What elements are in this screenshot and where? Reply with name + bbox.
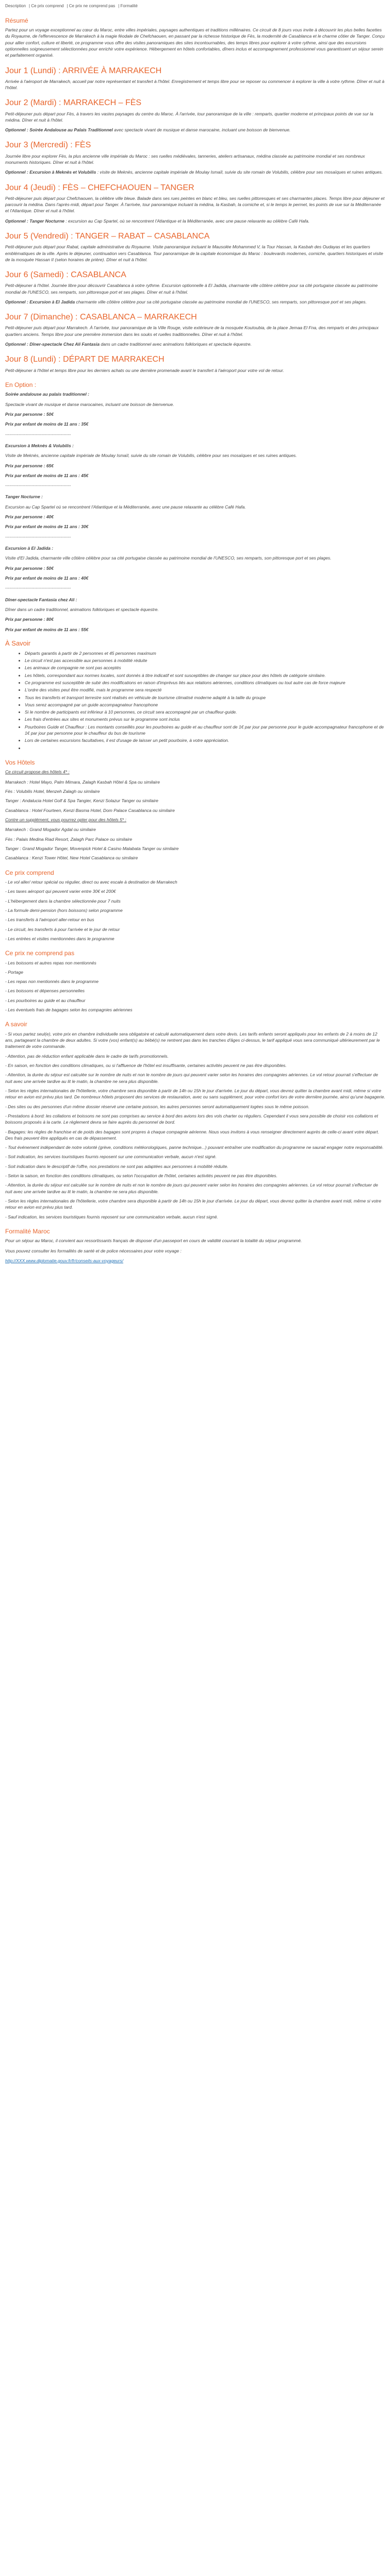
non-inclus-item: - Les pourboires au guide et au chauffeur — [5, 997, 86, 1003]
hotel-item: Tanger : Andalucia Hotel Golf & Spa Tangier, Kenzi Solazur Tanger ou similaire — [5, 798, 158, 804]
resume-text: Partez pour un voyage exceptionnel au cœur du Maroc, entre villes impériales, paysages authentiques et traditions millénaires. Ce circuit de 8 jours vous invite à découvrir les plus belles facettes du Royaume, de l'effervescence de Marrakech à la magie féodale de Chefchaouen, en passant par la richesse historique de Fès, la modernité de Casablanca et le charme côtier de Tanger. Conçu pour allier confort, culture et liberté, ce programme vous offre des visites panoramiques des sites incontournables, des temps libres pour explorer à votre rythme, ainsi que des excursions optionnelles soigneusement sélectionnées pour enrichir votre expérience. Hébergement en hôtels confortables, dîners inclus et accompagnement professionnel vous garantissent un séjour serein et parfaitement organisé. — [5, 27, 385, 58]
option-label: Optionnel : Excursion à El Jadida — [5, 299, 75, 304]
day-text: avec spectacle vivant de musique et danse marocaine, incluant une boisson de bienvenue. — [112, 127, 291, 133]
resume-title: Résumé — [5, 16, 28, 24]
savoir2-item: - En saison, en fonction des conditions climatiques, ou si l'affluence de l'hôtel est insuffisante, certaines activités peuvent ne pas être disponibles. — [5, 1063, 287, 1069]
day-text: : excursion au Cap Spartel, où se rencontrent l'Atlantique et la Méditerranée, avec une pause relaxante au célèbre Café Hafa. — [64, 218, 309, 224]
option-child-price: Prix par enfant de moins de 11 ans : 45€ — [5, 472, 89, 478]
savoir2-item: - Soit indication dans le descriptif de l'offre, nos prestations ne sont pas adaptées aux personnes à mobilité réduite. — [5, 1163, 229, 1169]
inclus-list — [5, 879, 386, 942]
day-text: Journée libre pour explorer Fès, la plus ancienne ville impériale du Maroc : ses ruelles médiévales, tanneries, ateliers artisanaux, médina classée au patrimoine mondial et ses nombreux monuments historiques. Dîner et nuit à l'hôtel. — [5, 153, 365, 165]
options-title: En Option : — [5, 381, 37, 388]
savoir-item: • Les hôtels, correspondant aux normes locales, sont donnés à titre indicatif et sont susceptibles de changer sur place pour des hôtels de catégorie similaire. — [25, 672, 386, 679]
hotels-intro: Ce circuit propose des hôtels 4* : — [5, 769, 70, 775]
day-paragraph — [5, 325, 386, 337]
savoir2-item: - Des sites ou des personnes d'un même dossier réservé une certaine poisson, les autres personnes seront automatiquement logées sous le même poisson. — [5, 1104, 309, 1109]
option-separator: --------------------------------------------- — [5, 534, 71, 539]
non-inclus-title: Ce prix ne comprend pas — [5, 950, 75, 957]
tab-ce-prix-comprend[interactable]: Ce prix comprend — [31, 4, 64, 8]
day-paragraph — [5, 367, 386, 374]
non-inclus-item: - Portage — [5, 969, 23, 975]
option-price: Prix par personne : 40€ — [5, 514, 54, 520]
day-paragraph — [5, 111, 386, 124]
option-label: Optionnel : Tanger Nocturne — [5, 218, 64, 224]
day-text: Petit-déjeuner à l'hôtel et temps libre pour les derniers achats ou une dernière promenade avant le transfert à l'aéroport pour votre vol de retour. — [5, 367, 284, 373]
savoir2-item: - Soit indication, les services touristiques fournis reposent sur une communication verbale, aucun n'est signé. — [5, 1154, 217, 1160]
option-label: Optionnel : Soirée Andalouse au Palais Traditionnel — [5, 127, 113, 133]
inclus-item: - Les entrées et visites mentionnées dans le programme — [5, 936, 115, 941]
savoir-item — [25, 745, 386, 751]
day-paragraph — [5, 153, 386, 166]
day-title: Jour 2 (Mardi) : MARRAKECH – FÈS — [5, 98, 142, 108]
savoir2-item: - Sauf indication, les services touristiques fournis reposent sur une communication verbale, aucun n'est signé. — [5, 1214, 218, 1219]
option-separator: --------------------------------------------- — [5, 483, 71, 488]
non-inclus-item: - Les repas non mentionnés dans le programme — [5, 979, 99, 985]
option-child-price: Prix par enfant de moins de 11 ans : 40€ — [5, 575, 89, 581]
hotel-item-5star: Tanger : Grand Mogador Tanger, Movenpick Hotel & Casino Malabata Tanger ou similaire — [5, 845, 179, 851]
option-separator: --------------------------------------------- — [5, 431, 71, 437]
savoir-item: • Tous les transferts et transport terrestre sont réalisés en véhicule de tourisme climatisé moderne adapté à la taille du groupe — [25, 694, 386, 701]
itinerary — [5, 65, 386, 374]
savoir-item: • Pourboires Guide et Chauffeur : Les montants conseillés pour les pourboires au guide et au chauffeur sont de 1€ par jour par personne pour le guide accompagnateur francophone et de 1€ par jour par personne pour le chauffeur du bus de tourisme — [25, 724, 386, 737]
option-separator: --------------------------------------------- — [5, 585, 71, 591]
tab-ce-prix-ne-comprend-pas[interactable]: Ce prix ne comprend pas — [69, 4, 116, 8]
non-inclus-item: - Les boissons et dépenses personnelles — [5, 988, 85, 994]
savoir-item: • Ce programme est susceptible de subir des modifications en raison d'imprévus liés aux relations aériennes, conditions climatiques ou tout autre cas de force majeure — [25, 680, 386, 686]
option-price: Prix par personne : 65€ — [5, 463, 54, 468]
non-inclus-list — [5, 960, 386, 1013]
savoir2-title: A savoir — [5, 1021, 27, 1028]
formalite-link[interactable]: http://XXX.www.diplomatie.gouv.fr/fr/conseils-aux-voyageurs/ — [5, 1258, 123, 1263]
day-title: Jour 7 (Dimanche) : CASABLANCA – MARRAKECH — [5, 313, 197, 322]
day-title: Jour 8 (Lundi) : DÉPART DE MARRAKECH — [5, 355, 165, 364]
savoir2-item: - Attention, la durée du séjour est calculée sur le nombre de nuits et non le nombre de jours qui peuvent varier selon les horaires des compagnies aériennes. Le vol retour pourrait s'effectuer de nuit avec une arrivée tardive au lit le matin, la chambre ne sera plus disponible. — [5, 1072, 378, 1084]
inclus-item: - L'hébergement dans la chambre sélectionnée pour 7 nuits — [5, 898, 121, 904]
day-text: Petit-déjeuner puis départ pour Fès, à travers les vastes paysages du centre du Maroc. À l'arrivée, tour panoramique de la ville : remparts, quartier moderne et principaux points de vue sur la médina. Dîner et nuit à l'hôtel. — [5, 111, 373, 123]
option-name: Excursion à Meknès & Volubilis : — [5, 443, 74, 448]
formalite-text: Pour un séjour au Maroc, il convient aux ressortissants français de disposer d'un passeport en cours de validité couvrant la totalité du séjour programmé. — [5, 1238, 302, 1244]
option-price: Prix par personne : 50€ — [5, 565, 54, 571]
savoir2-list — [5, 1031, 386, 1220]
formalite-title: Formalité Maroc — [5, 1227, 50, 1235]
day-text: Petit-déjeuner puis départ pour Marrakech. À l'arrivée, tour panoramique de la Ville Rouge, visite extérieure de la mosquée Koutoubia, de la place Jemaa El Fna, des remparts et des principaux quartiers anciens. Temps libre pour une première immersion dans les souks et ruelles traditionnelles. Dîner et nuit à l'hôtel. — [5, 325, 379, 337]
options-list — [5, 391, 386, 633]
day-text: charmante ville côtière célèbre pour sa cité portugaise classée au patrimoine mondial de l'UNESCO, ses remparts, son pittoresque port et ses plages. — [75, 299, 367, 304]
option-desc: Excursion au Cap Spartel où se rencontrent l'Atlantique et la Méditerranée, avec une pause relaxante au célèbre Café Hafa. — [5, 504, 246, 510]
savoir-item: • Si le nombre de participants est inférieur à 10 personnes, ce circuit sera accompagné par un chauffeur-guide. — [25, 709, 386, 715]
day-text: : visite de Meknès, ancienne capitale impériale de Moulay Ismaïl, suivie du site romain de Volubilis, célèbre pour ses mosaïques et ruines antiques. — [96, 170, 383, 175]
inclus-item: - Les taxes aéroport qui peuvent varier entre 30€ et 200€ — [5, 889, 116, 894]
day-paragraph — [5, 195, 386, 214]
savoir-item: • Lors de certaines excursions facultatives, il est d'usage de laisser un petit pourboire, à votre appréciation. — [25, 737, 386, 743]
inclus-item: - Le vol aller/ retour spécial ou régulier, direct ou avec escale à destination de Marrakech — [5, 879, 177, 885]
hotel-item-5star: Marrakech : Grand Mogador Agdal ou similaire — [5, 827, 96, 833]
option-desc: Spectacle vivant de musique et danse marocaines, incluant une boisson de bienvenue. — [5, 401, 174, 407]
hotels-list-5star — [5, 826, 386, 861]
savoir-item: • L'ordre des visites peut être modifié, mais le programme sera respecté — [25, 687, 386, 693]
savoir2-item: - Prestations à bord: les collations et boissons ne sont pas comprises au service à bord des avions lors des vols charter ou réguliers. Cependant il vous sera possible de choisir vos collations et boissons proposés à la carte. Le règlement devra se faire auprès du personnel de bord. — [5, 1113, 378, 1125]
non-inclus-item: - Les éventuels frais de bagages selon les compagnies aériennes — [5, 1007, 133, 1013]
day-paragraph — [5, 282, 386, 295]
option-name: Dîner-spectacle Fantasia chez Ali : — [5, 597, 77, 602]
option-name: Tanger Nocturne : — [5, 494, 43, 500]
savoir2-item: - Selon la saison, en fonction des conditions climatiques, ou selon l'occupation de l'hôtel, certaines activités peuvent ne pas être disponibles. — [5, 1173, 278, 1179]
option-desc: Visite d'El Jadida, charmante ville côtière célèbre pour sa cité portugaise classée au patrimoine mondial de l'UNESCO, ses remparts, son pittoresque port et ses plages. — [5, 555, 332, 561]
day-paragraph — [5, 169, 386, 175]
option-desc: Dîner dans un cadre traditionnel, animations folkloriques et spectacle équestre. — [5, 606, 159, 612]
day-paragraph — [5, 78, 386, 91]
hotels-intro2: Contre un supplément, vous pourrez opter pour des hôtels 5* : — [5, 817, 126, 822]
savoir-list — [5, 650, 386, 751]
tab-formalite[interactable]: Formalité — [120, 4, 138, 8]
day-text: Arrivée à l'aéroport de Marrakech, accueil par notre représentant et transfert à l'hôtel. Enregistrement et temps libre pour se reposer ou commencer à explorer la ville à votre rythme. Dîner et nuit à l'hôtel. — [5, 78, 385, 91]
option-name: Excursion à El Jadida : — [5, 546, 54, 551]
option-label: Optionnel : Excursion à Meknès et Volubilis — [5, 170, 96, 175]
savoir2-item: - Attention, pas de réduction enfant applicable dans le cadre de tarifs promotionnels. — [5, 1053, 169, 1059]
savoir2-item: - Attention, la durée du séjour est calculée sur le nombre de nuits et non le nombre de jours qui peuvent varier selon les horaires des compagnies aériennes. Le vol retour pourrait s'effectuer de nuit avec une arrivée tardive au lit le matin, la chambre ne sera plus disponible. — [5, 1182, 378, 1194]
option-price: Prix par personne : 80€ — [5, 617, 54, 622]
day-text: Petit-déjeuner à l'hôtel. Journée libre pour découvrir Casablanca à votre rythme. Excursion optionnelle à El Jadida, charmante ville côtière célèbre pour sa cité portugaise classée au patrimoine mondial de l'UNESCO, ses remparts, son pittoresque port et ses plages. Dîner et nuit à l'hôtel. — [5, 283, 378, 295]
day-paragraph — [5, 341, 386, 347]
day-title: Jour 3 (Mercredi) : FÈS — [5, 141, 91, 150]
savoir-item: • Le circuit n'est pas accessible aux personnes à mobilité réduite — [25, 657, 386, 664]
savoir2-item: - Selon les règles internationales de l'hôtellerie, votre chambre sera disponible à partir de 14h ou 15h le jour d'arrivée. Le jour du départ, vous devrez quitter la chambre avant midi, même si votre retour en avion est prévu plus tard. — [5, 1198, 381, 1210]
hotel-item-5star: Fès : Palais Medina Riad Resort, Zalagh Parc Palace ou similaire — [5, 836, 133, 842]
non-inclus-item: - Les boissons et autres repas non mentionnés — [5, 960, 96, 965]
savoir2-item: - Si vous partez seul(e), votre prix en chambre individuelle sera obligatoire et calculé automatiquement dans votre devis. Les tarifs enfants seront appliqués pour les enfants de 2 à moins de 12 ans, partageant la chambre de deux adultes. Si votre (vos) enfant(s) au bébé(s) ne rentrent pas dans les tranches d'âges ci-dessus, le tarif appliqué vous sera communiqué ultérieurement par le traitement de votre commande. — [5, 1031, 380, 1049]
hotel-item: Casablanca : Hotel Fourteen, Kenzi Basma Hotel, Dom Palace Casablanca ou similaire — [5, 807, 175, 813]
day-text: Petit-déjeuner puis départ pour Rabat, capitale administrative du Royaume. Visite panoramique incluant le Mausolée Mohammed V, la Tour Hassan, la Kasbah des Oudayas et les quartiers emblématiques de la ville. Après le déjeuner, continuation vers Casablanca. Tour panoramique de la capitale économique du Maroc : boulevards modernes, corniche, quartiers historiques et visite de la mosquée Hassan II (selon horaires de prière). Dîner et nuit à l'hôtel. — [5, 244, 383, 262]
savoir2-item: - Bagages: les règles de franchise et de poids des bagages sont propres à chaque compagnie aérienne. Nous vous invitons à vous renseigner directement auprès de celle-ci avant votre départ. Des frais peuvent être appliqués en cas de dépassement. — [5, 1129, 379, 1141]
option-child-price: Prix par enfant de moins de 11 ans : 30€ — [5, 524, 89, 530]
day-text: Petit-déjeuner puis départ pour Chefchaouen, la célèbre ville bleue. Balade dans ses rues peintes en blanc et bleu, ses ruelles pittoresques et ses charmantes places. Temps libre pour déjeuner et parcourir la médina. Dans l'après-midi, départ pour Tanger. À l'arrivée, tour panoramique incluant la médina, la Kasbah, la corniche et, si le temps le permet, les points de vue sur la Méditerranée et l'Atlantique. Dîner et nuit à l'hôtel. — [5, 195, 385, 214]
savoir-item: • Les animaux de compagnie ne sont pas acceptés — [25, 665, 386, 671]
option-name: Soirée andalouse au palais traditionnel : — [5, 392, 89, 397]
day-title: Jour 4 (Jeudi) : FÈS – CHEFCHAOUEN – TANGER — [5, 183, 194, 192]
day-title: Jour 6 (Samedi) : CASABLANCA — [5, 270, 126, 280]
inclus-item: - Les transferts à l'aéroport aller-retour en bus — [5, 917, 94, 923]
day-paragraph — [5, 244, 386, 263]
hotels-list — [5, 779, 386, 814]
option-label: Optionnel : Dîner-spectacle Chez Ali Fantasia — [5, 342, 100, 347]
hotel-item: Fès : Volubilis Hotel, Menzeh Zalagh ou similaire — [5, 789, 100, 794]
savoir-item: • Départs garantis à partir de 2 personnes et 45 personnes maximum — [25, 650, 386, 656]
day-paragraph — [5, 299, 386, 305]
savoir-title: À Savoir — [5, 639, 31, 647]
savoir2-item: - Selon les règles internationales de l'hôtellerie, votre chambre sera disponible à partir de 14h ou 15h le jour d'arrivée. Le jour du départ, vous devrez quitter la chambre avant midi, même si votre retour en avion est prévu plus tard. De nombreux hôtels proposent des services de restauration, avec ou sans supplément, pour votre confort lors de votre dernière journée, ainsi qu'une bagagerie. — [5, 1088, 385, 1100]
day-paragraph — [5, 127, 386, 133]
savoir2-item: - Tout événement indépendant de notre volonté (grève, conditions météorologiques, panne technique...) pouvant entraîner une modification du programme ne saurait engager notre responsabilité. — [5, 1145, 384, 1150]
day-title: Jour 1 (Lundi) : ARRIVÉE À MARRAKECH — [5, 66, 162, 75]
tab-description[interactable]: Description — [5, 4, 26, 8]
hotel-item: Marrakech : Hotel Mayo, Palm Mimara, Zalagh Kasbah Hôtel & Spa ou similaire — [5, 779, 160, 785]
formalite-text2: Vous pouvez consulter les formalités de santé et de police nécessaires pour votre voyage : — [5, 1248, 182, 1253]
option-child-price: Prix par enfant de moins de 11 ans : 55€ — [5, 626, 89, 632]
option-desc: Visite de Meknès, ancienne capitale impériale de Moulay Ismaïl, suivie du site romain de Volubilis, célèbre pour ses mosaïques et ses ruines antiques. — [5, 453, 297, 459]
inclus-title: Ce prix comprend — [5, 869, 54, 876]
inclus-item: - Le circuit, les transferts à pour l'arrivée et le jour de retour — [5, 926, 120, 932]
inclus-item: - La formule demi-pension (hors boissons) selon programme — [5, 907, 123, 913]
day-text: dans un cadre traditionnel avec animations folkloriques et spectacle équestre. — [99, 342, 252, 347]
day-title: Jour 5 (Vendredi) : TANGER – RABAT – CASABLANCA — [5, 232, 210, 241]
day-paragraph — [5, 218, 386, 224]
option-child-price: Prix par enfant de moins de 11 ans : 35€ — [5, 421, 89, 427]
savoir-item: • Les frais d'entrées aux sites et monuments prévus sur le programme sont inclus — [25, 716, 386, 722]
tab-bar: Description | Ce prix comprend | Ce prix ne comprend pas | Formalité — [5, 4, 138, 8]
hotels-title: Vos Hôtels — [5, 759, 35, 767]
savoir-item: • Vous serez accompagné par un guide accompagnateur francophone — [25, 702, 386, 708]
option-price: Prix par personne : 50€ — [5, 411, 54, 417]
hotel-item-5star: Casablanca : Kenzi Tower Hôtel, New Hotel Casablanca ou similaire — [5, 855, 138, 861]
